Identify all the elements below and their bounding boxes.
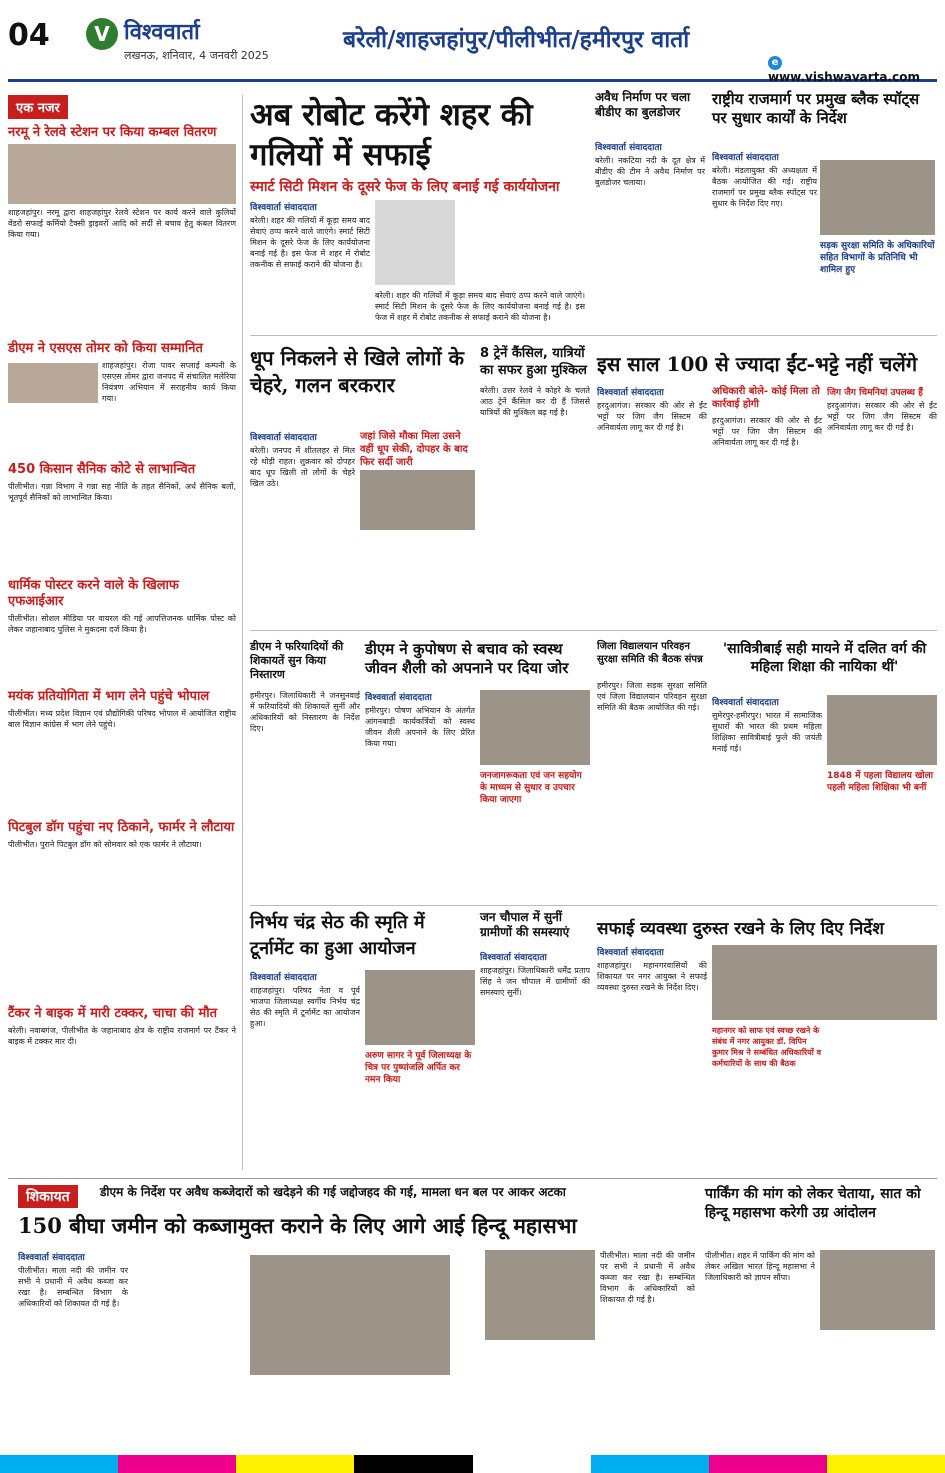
land-headline: 150 बीघा जमीन को कब्जामुक्त कराने के लिए आगे आई हिन्दू महासभा [18, 1213, 577, 1238]
sunshine-article [250, 430, 355, 610]
sanitation-byline: विश्ववार्ता संवाददाता [597, 948, 664, 958]
brief-body: शाहजहांपुर। रोजा पावर सप्लाई कम्पनी के एसएस तोमर द्वारा जनपद में संचालित मलेरिया नियंत्रण अभियान में सराहनीय कार्य किया गया। [102, 361, 236, 403]
tournament-byline: विश्ववार्ता संवाददाता [250, 973, 317, 983]
kilns-article-2 [712, 415, 822, 625]
lead-headline-block [250, 95, 590, 196]
school-transport-article [597, 680, 707, 905]
lead-headline: अब रोबोट करेंगे शहर की गलियों में सफाई [250, 97, 533, 173]
sanitation-photo [712, 945, 937, 1020]
meeting-photo [820, 160, 935, 235]
kilns-body-2: हरदुआगंज। सरकार की ओर से ईंट भट्टों पर जिग जैग सिस्टम की अनिवार्यता लागू कर दी गई है। [712, 416, 822, 447]
complaints-body: हमीरपुर। जिलाधिकारी ने जनसुनवाई में फरियादियों की शिकायतें सुनीं और अधिकारियों को निस्तारण के निर्देश दिए। [250, 691, 360, 733]
bulldozer-body: बरेली। नकटिया नदी के दूत क्षेत्र में बीडीए की टीम ने अवैध निर्माण पर बुलडोजर चलाया। [595, 156, 705, 187]
savitribai-headline: 'सावित्रीबाई सही मायने में दलित वर्ग की महिला शिक्षा की नायिका थीं' [722, 641, 927, 675]
complaint-tag: शिकायत [18, 1185, 78, 1208]
complaint-strapline: डीएम के निर्देश पर अवैध कब्जेदारों को खदेड़ने की गई जद्दोजहद की गई, मामला धन बल पर आकर अटका [100, 1185, 566, 1199]
tournament-pull: अरुण सागर ने पूर्व जिलाध्यक्ष के चित्र पर पुष्पांजलि अर्पित कर नमन किया [365, 1051, 472, 1085]
nutrition-pull: जनजागरूकता एवं जन सहयोग के माध्यम से सुधार व उपचार किया जाएगा [480, 771, 582, 805]
nutrition-body: हमीरपुर। पोषण अभियान के अंतर्गत आंगनबाड़ी कार्यकर्त्रियों को स्वस्थ जीवन शैली अपनाने के लिए प्रेरित किया गया। [365, 706, 475, 748]
blackspot-body: बरेली। मंडलायुक्त की अध्यक्षता में बैठक आयोजित की गई। राष्ट्रीय राजमार्ग पर प्रमुख ब्लैक स्पॉट्स पर सुधार के निर्देश दिए गए। [712, 166, 817, 208]
brief-title: टैंकर ने बाइक में मारी टक्कर, चाचा की मौत [8, 1006, 218, 1021]
tournament-body: शाहजहांपुर। परिषद नेता व पूर्व भाजपा जिलाध्यक्ष स्वर्गीय निर्भय चंद्र सेठ की स्मृति में टूर्नामेंट का आयोजन हुआ। [250, 986, 360, 1028]
sunshine-byline: विश्ववार्ता संवाददाता [250, 433, 317, 443]
sanitation-headline: सफाई व्यवस्था दुरुस्त रखने के लिए दिए निर्देश [597, 919, 884, 939]
sanitation-body: शाहजहांपुर। महानगरवासियों की शिकायत पर नगर आयुक्त ने सफाई व्यवस्था दुरुस्त रखने के निर्देश दिए। [597, 961, 707, 992]
land-byline: विश्ववार्ता संवाददाता [18, 1253, 85, 1263]
bulldozer-article [595, 140, 705, 325]
fog-photo [360, 470, 475, 530]
divider [250, 905, 937, 906]
land-article-cont [600, 1250, 695, 1450]
divider [250, 630, 937, 631]
brief-body: पीलीभीत। गन्ना विभाग ने गन्ना सह नीति के तहत सैनिकों, अर्ध सैनिक बलों, भूतपूर्व सैनिकों को लाभान्वित किया। [8, 482, 236, 502]
kilns-body: हरदुआगंज। सरकार की ओर से ईंट भट्टों पर जिग जैग सिस्टम की अनिवार्यता लागू कर दी गई है। [597, 401, 707, 432]
masthead [8, 10, 937, 82]
blackspot-byline: विश्ववार्ता संवाददाता [712, 153, 779, 163]
lead-subhead: स्मार्ट सिटी मिशन के दूसरे फेज के लिए बनाई गई कार्ययोजना [250, 179, 560, 195]
complaints-article [250, 690, 360, 900]
brief-item [8, 462, 236, 572]
kilns-byline: विश्ववार्ता संवाददाता [597, 388, 664, 398]
parking-article [705, 1250, 815, 1450]
kilns-headline: इस साल 100 से ज्यादा ईंट-भट्टे नहीं चलेंगे [597, 352, 918, 376]
lead-byline: विश्ववार्ता संवाददाता [250, 203, 317, 213]
edition-title: बरेली/शाहजहांपुर/पीलीभीत/हमीरपुर वार्ता [343, 26, 690, 53]
brief-item [8, 578, 236, 683]
brief-body: पीलीभीत। मध्य प्रदेश विज्ञान एवं प्रौद्योगिकी परिषद भोपाल में आयोजित राष्ट्रीय बाल विज्ञान कांग्रेस में भाग लेने पहुंचे। [8, 709, 236, 729]
lead-body-cont: बरेली। शहर की गलियों में कूड़ा समय बाद सेवाएं ठप्प करने वाले जाएंगे। स्मार्ट सिटी मिशन के दूसरे फेज के लिए कार्ययोजना बनाई गई है। इस फेज में शहर में रोबोट तकनीक से सफाई कराने की योजना है। [375, 291, 585, 322]
trains-article [480, 385, 590, 620]
land-body: पीलीभीत। माला नदी की जमीन पर सभी ने प्रधानी में अवैध कब्जा कर रखा है। सम्बन्धित विभाग के अधिकारियों को शिकायत दी गई है। [18, 1266, 128, 1308]
parking-headline: पार्किंग की मांग को लेकर चेताया, सात को हिन्दू महासभा करेगी उग्र आंदोलन [705, 1186, 921, 1221]
school-transport-body: हमीरपुर। जिला सड़क सुरक्षा समिति एवं जिला विद्यालयान परिवहन सुरक्षा समिति की बैठक आयोजित की गई। [597, 681, 707, 712]
tournament-article [250, 970, 360, 1170]
brief-item [8, 820, 236, 1000]
chaupal-body: शाहजहांपुर। जिलाधिकारी धर्मेंद्र प्रताप सिंह ने जन चौपाल में ग्रामीणों की समस्याएं सुनीं। [480, 966, 590, 997]
globe-icon: e [768, 56, 782, 70]
brief-title: धार्मिक पोस्टर करने वाले के खिलाफ एफआईआर [8, 578, 179, 609]
parking-photo [820, 1250, 935, 1330]
nutrition-byline: विश्ववार्ता संवाददाता [365, 693, 432, 703]
robot-photo [375, 200, 455, 285]
section-divider [8, 1178, 937, 1179]
protest-photo [250, 1255, 450, 1375]
brief-title: नरमू ने रेलवे स्टेशन पर किया कम्बल वितरण [8, 125, 217, 140]
dateline: लखनऊ, शनिवार, 4 जनवरी 2025 [124, 49, 269, 62]
bulldozer-headline: अवैध निर्माण पर चला बीडीए का बुलडोजर [595, 90, 691, 119]
sanitation-caption: महानगर को साफ एवं स्वच्छ रखने के संबंध में नगर आयुक्त डॉ. विपिन कुमार मिश्र ने सम्बंधित अधिकारियों व कर्मचारियों के साथ की बैठक [712, 1026, 822, 1068]
savitribai-body: सुमेरपुर-हमीरपुर। भारत में सामाजिक सुधारों की भारत की प्रथम महिला शिक्षिका सावित्रीबाई फुले की जयंती मनाई गई। [712, 711, 822, 753]
kilns-article [597, 385, 707, 625]
brand-name: विश्ववार्ता [124, 20, 200, 45]
savitribai-caption: 1848 में पहला विद्यालय खोला पहली महिला शिक्षिका भी बनीं [827, 771, 934, 793]
complaints-headline: डीएम ने फरियादियों की शिकायतें सुन किया निस्तारण [250, 640, 344, 681]
blackspot-caption: सड़क सुरक्षा समिति के अधिकारियों सहित विभागों के प्रतिनिधि भी शामिल हुए [820, 241, 935, 275]
kilns-article-3 [827, 385, 937, 625]
divider [250, 335, 937, 336]
blackspot-headline: राष्ट्रीय राजमार्ग पर प्रमुख ब्लैक स्पॉट्स पर सुधार कार्यों के निर्देश [712, 90, 920, 127]
brief-item [8, 341, 236, 456]
kilns-subhead: जिग जैग चिमनियां उपलब्ध हैं [827, 388, 923, 398]
brief-item [8, 1006, 236, 1047]
website-url[interactable]: www.vishwavarta.com [768, 70, 920, 84]
chaupal-headline: जन चौपाल में सुनीं ग्रामीणों की समस्याएं [480, 910, 570, 939]
brief-item [8, 125, 236, 335]
school-transport-headline: जिला विद्यालयान परिवहन सुरक्षा समिति की बैठक संपन्न [597, 641, 703, 665]
brief-title: 450 किसान सैनिक कोटे से लाभान्वित [8, 462, 196, 477]
print-color-bar [0, 1455, 945, 1473]
parking-body: पीलीभीत। शहर में पार्किंग की मांग को लेकर अखिल भारत हिन्दू महासभा ने जिलाधिकारी को ज्ञापन सौंपा। [705, 1251, 815, 1282]
trains-body: बरेली। उत्तर रेलवे ने कोहरे के चलते आठ ट्रेनें कैंसिल कर दी हैं जिससे यात्रियों की मुश्किल बढ़ गई है। [480, 386, 590, 417]
brief-item [8, 689, 236, 814]
blackspot-article [712, 150, 817, 330]
sunshine-headline: धूप निकलने से खिले लोगों के चेहरे, गलन बरकरार [250, 346, 464, 397]
brief-title: पिटबुल डॉग पहुंचा नए ठिकाने, फार्मर ने लौटाया [8, 820, 235, 835]
speaker-photo [485, 1250, 595, 1340]
ek-nazar-column [8, 95, 243, 1170]
brief-title: डीएम ने एसएस तोमर को किया सम्मानित [8, 341, 203, 356]
tournament-headline: निर्भय चंद्र सेठ की स्मृति में टूर्नामेंट का हुआ आयोजन [250, 912, 425, 959]
brief-body: बरेली। नवाबगंज, पीलीभीत के जहानाबाद क्षेत्र के राष्ट्रीय राजमार्ग पर टैंकर ने बाइक में टक्कर मार दी। [8, 1026, 236, 1046]
land-article [18, 1250, 128, 1450]
bulldozer-byline: विश्ववार्ता संवाददाता [595, 143, 662, 153]
website-link[interactable] [768, 54, 937, 84]
savitribai-photo [827, 695, 937, 765]
chaupal-article [480, 950, 590, 1170]
land-body-cont: पीलीभीत। माला नदी की जमीन पर सभी ने प्रधानी में अवैध कब्जा कर रखा है। सम्बन्धित विभाग के अधिकारियों को शिकायत दी गई है। [600, 1251, 695, 1304]
brief-body: पीलीभीत। सोशल मीडिया पर वायरल की गई आपत्तिजनक धार्मिक पोस्ट को लेकर जहानाबाद पुलिस ने मुकदमा दर्ज किया है। [8, 614, 236, 634]
sunshine-pull: जहां जिसे मौका मिला उसने वहीं धूप सेकी, दोपहर के बाद फिर सर्दी जारी [360, 431, 468, 468]
savitribai-byline: विश्ववार्ता संवाददाता [712, 698, 779, 708]
lead-body: बरेली। शहर की गलियों में कूड़ा समय बाद सेवाएं ठप्प करने वाले जाएंगे। स्मार्ट सिटी मिशन के दूसरे फेज के लिए कार्ययोजना बनाई गई है। इस फेज में शहर में रोबोट तकनीक से सफाई कराने की योजना है। [250, 216, 370, 269]
chaupal-byline: विश्ववार्ता संवाददाता [480, 953, 547, 963]
sanitation-article [597, 945, 707, 1170]
brief-photo [8, 363, 98, 403]
page-number: 04 [8, 18, 50, 53]
kilns-body-3: हरदुआगंज। सरकार की ओर से ईंट भट्टों पर जिग जैग सिस्टम की अनिवार्यता लागू कर दी गई है। [827, 401, 937, 432]
brief-body: पीलीभीत। पुराने पिटबुल डॉग को सोमवार को एक फार्मर ने लौटाया। [8, 840, 202, 849]
tournament-photo [365, 970, 475, 1045]
brand-logo: V [86, 18, 118, 50]
kilns-pull: अधिकारी बोले- कोई मिला तो कार्रवाई होगी [712, 386, 820, 410]
section-tag: एक नजर [8, 95, 68, 119]
nutrition-article [365, 690, 475, 900]
nutrition-headline: डीएम ने कुपोषण से बचाव को स्वस्थ जीवन शैली को अपनाने पर दिया जोर [365, 640, 569, 677]
trains-headline: 8 ट्रेनें कैंसिल, यात्रियों का सफर हुआ मुश्किल [480, 346, 587, 378]
sunshine-body: बरेली। जनपद में शीतलहर से मिल रहे थोड़ी राहत। शुक्रवार को दोपहर बाद धूप खिली तो लोगों के चेहरे खिल उठे। [250, 446, 355, 488]
brief-body: शाहजहांपुर। नरमू द्वारा शाहजहांपुर रेलवे स्टेशन पर कार्य करने वाले कुलियों वेंडरो सफाई कर्मियो टैक्सी ड्राइवरों आदि को सर्दी से बचाव हेतु कंबल वितरण किया गया। [8, 208, 236, 239]
brief-title: मयंक प्रतियोगिता में भाग लेने पहुंचे भोपाल [8, 689, 210, 704]
brief-photo [8, 144, 236, 204]
savitribai-article [712, 695, 822, 905]
nutrition-photo [480, 690, 590, 765]
